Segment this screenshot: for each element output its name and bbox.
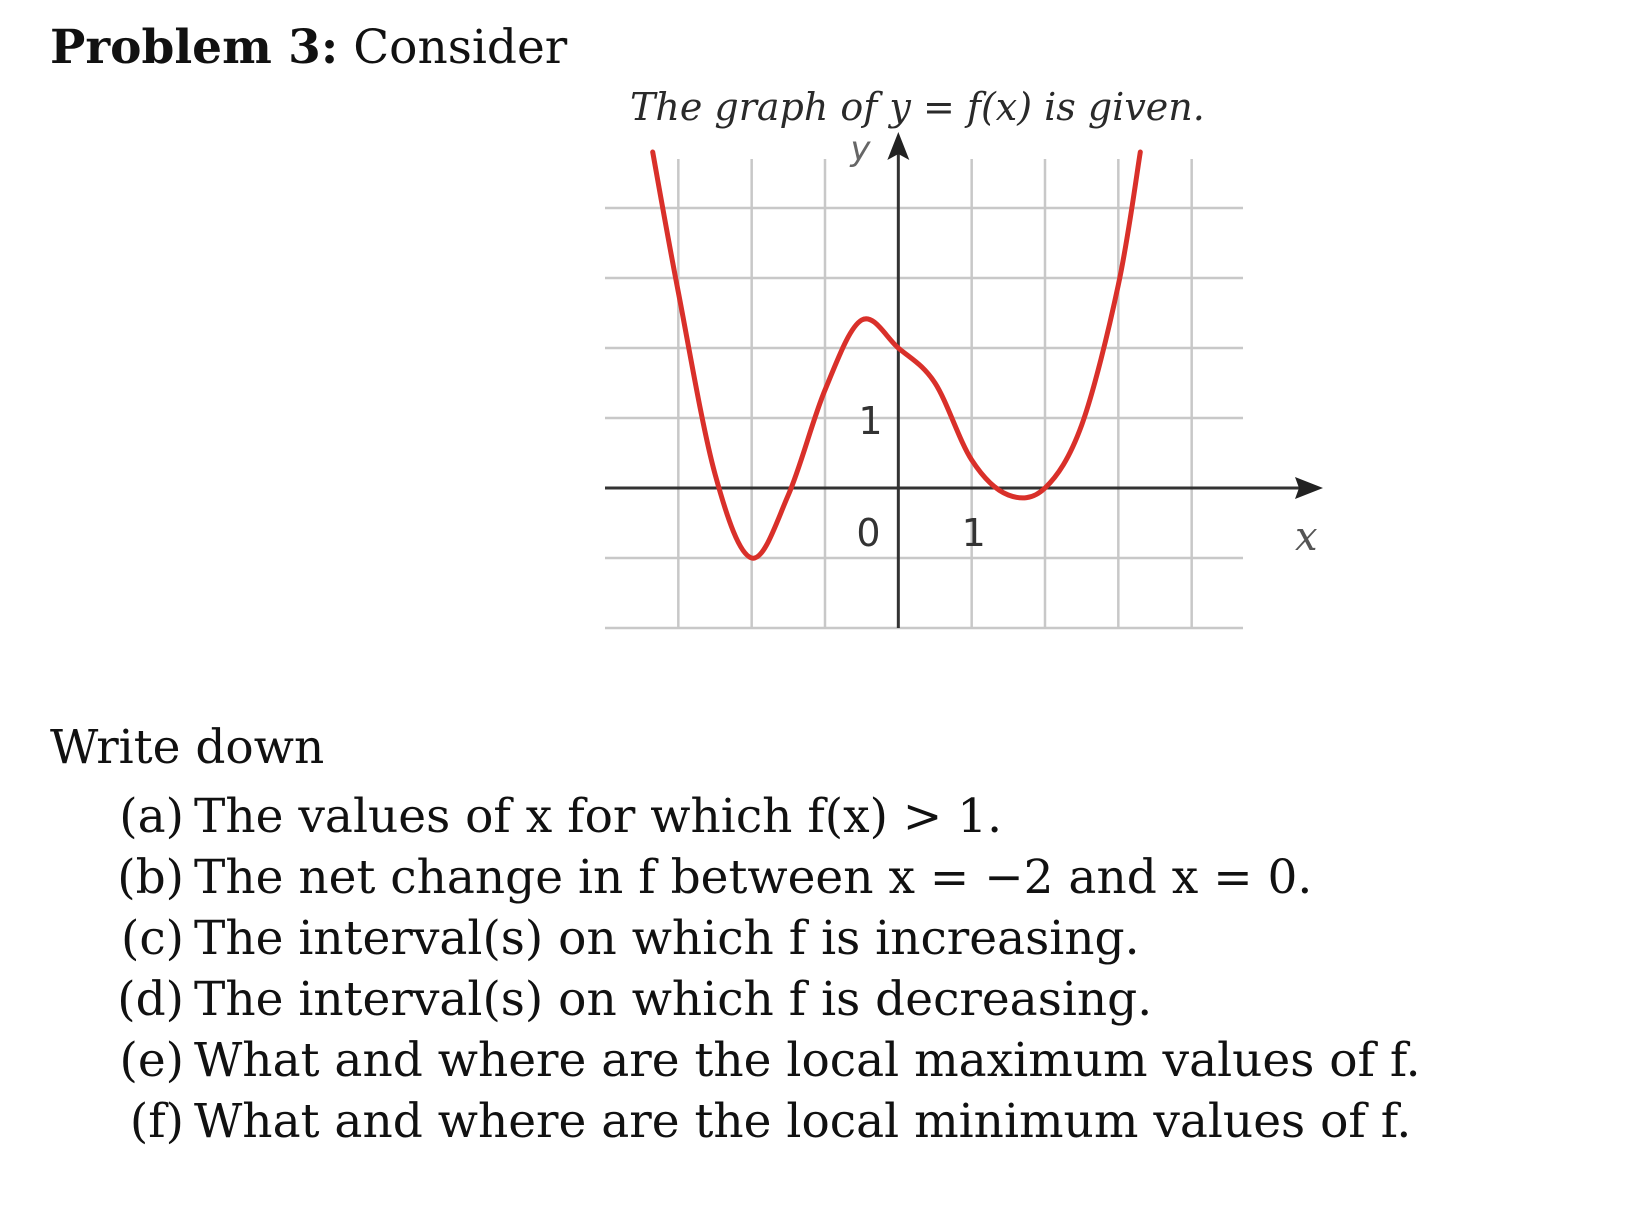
question-list bbox=[100, 786, 1421, 1152]
question-text: What and where are the local maximum values of f. bbox=[194, 1033, 1421, 1088]
question-text: The values of x for which f(x) > 1. bbox=[194, 789, 1003, 844]
question-tag: (e) bbox=[119, 1033, 184, 1088]
question-item bbox=[100, 786, 1421, 847]
question-text: The net change in f between x = −2 and x = 0. bbox=[194, 850, 1313, 905]
y-tick-label: 1 bbox=[858, 399, 883, 443]
write-down-text: Write down bbox=[50, 720, 325, 775]
question-item bbox=[100, 908, 1421, 969]
x-tick-label: 1 bbox=[961, 511, 986, 555]
question-item bbox=[100, 1091, 1421, 1152]
question-tag: (c) bbox=[121, 911, 184, 966]
question-tag: (b) bbox=[117, 850, 184, 905]
function-graph bbox=[600, 128, 1370, 688]
question-tag: (f) bbox=[129, 1094, 184, 1149]
question-tag: (a) bbox=[119, 789, 184, 844]
question-text: What and where are the local minimum values of f. bbox=[194, 1094, 1412, 1149]
problem-label: Problem 3: bbox=[50, 20, 339, 75]
y-axis-label: y bbox=[850, 129, 871, 169]
question-item bbox=[100, 847, 1421, 908]
tick-labels bbox=[849, 129, 1317, 560]
x-axis-label: x bbox=[1295, 514, 1318, 560]
question-tag: (d) bbox=[117, 972, 184, 1027]
problem-text: Consider bbox=[353, 20, 568, 75]
question-text: The interval(s) on which f is increasing. bbox=[194, 911, 1140, 966]
x-axis-arrow bbox=[1295, 477, 1323, 499]
question-item bbox=[100, 1030, 1421, 1091]
grid bbox=[605, 159, 1243, 628]
question-item bbox=[100, 969, 1421, 1030]
function-curve bbox=[653, 152, 1141, 558]
origin-label: 0 bbox=[856, 511, 881, 555]
graph-caption: The graph of y = f(x) is given. bbox=[630, 85, 1205, 129]
question-text: The interval(s) on which f is decreasing. bbox=[194, 972, 1153, 1027]
problem-header bbox=[50, 18, 567, 78]
